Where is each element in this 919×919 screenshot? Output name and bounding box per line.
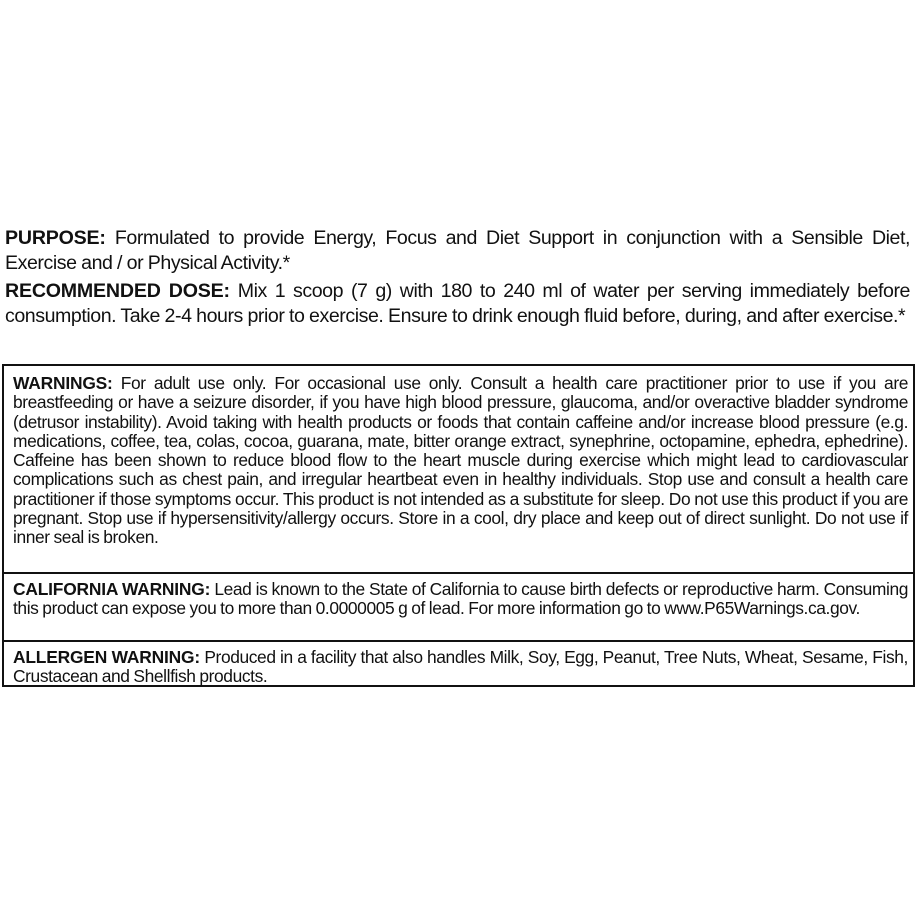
warnings-box (2, 364, 915, 687)
recommended-dose-paragraph (5, 279, 910, 328)
purpose-text: Formulated to provide Energy, Focus and Diet Support in conjunction with a Sensible Diet, Exercise and / or Physical Activity.* (5, 227, 910, 274)
california-warning-section (13, 580, 908, 619)
purpose-paragraph (5, 226, 910, 275)
allergen-warning-heading: ALLERGEN WARNING: (13, 647, 200, 667)
purpose-heading: PURPOSE: (5, 227, 106, 249)
california-warning-heading: CALIFORNIA WARNING: (13, 579, 211, 599)
warnings-heading: WARNINGS: (13, 373, 113, 393)
allergen-warning-text: Produced in a facility that also handles Milk, Soy, Egg, Peanut, Tree Nuts, Wheat, Sesame, Fish, Crustacean and Shellfish products. (13, 647, 908, 687)
section-divider (4, 640, 913, 642)
recommended-dose-heading: RECOMMENDED DOSE: (5, 280, 230, 302)
recommended-dose-text: Mix 1 scoop (7 g) with 180 to 240 ml of water per serving immediately before consumption. Take 2-4 hours prior to exercise. Ensure to drink enough fluid before, during, and after exercise.* (5, 280, 910, 327)
california-warning-text: Lead is known to the State of California to cause birth defects or reproductive harm. Consuming this product can expose you to more than 0.0000005 g of lead. For more information go to www.P65Warnings.ca.gov. (13, 579, 909, 619)
allergen-warning-section (13, 648, 908, 687)
warnings-text: For adult use only. For occasional use only. Consult a health care practitioner prior to use if you are breastfeeding or have a seizure disorder, if you have high blood pressure, glaucoma, and/or overactive bladder syndrome (detrusor instability). Avoid taking with health products or foods that contain caffeine and/or increase blood pressure (e.g. medications, coffee, tea, colas, cocoa, guarana, mate, bitter orange extract, synephrine, octopamine, ephedra, ephedrine). Caffeine has been shown to reduce blood flow to the heart muscle during exercise which might lead to cardiovascular complications such as chest pain, and irregular heartbeat even in healthy individuals. Stop use and consult a health care practitioner if those symptoms occur. This product is not intended as a substitute for sleep. Do not use this product if you are pregnant. Stop use if hypersensitivity/allergy occurs. Store in a cool, dry place and keep out of direct sunlight. Do not use if inner seal is broken. (13, 373, 908, 548)
warnings-section (13, 374, 908, 548)
directions-block (5, 226, 910, 328)
section-divider (4, 572, 913, 574)
